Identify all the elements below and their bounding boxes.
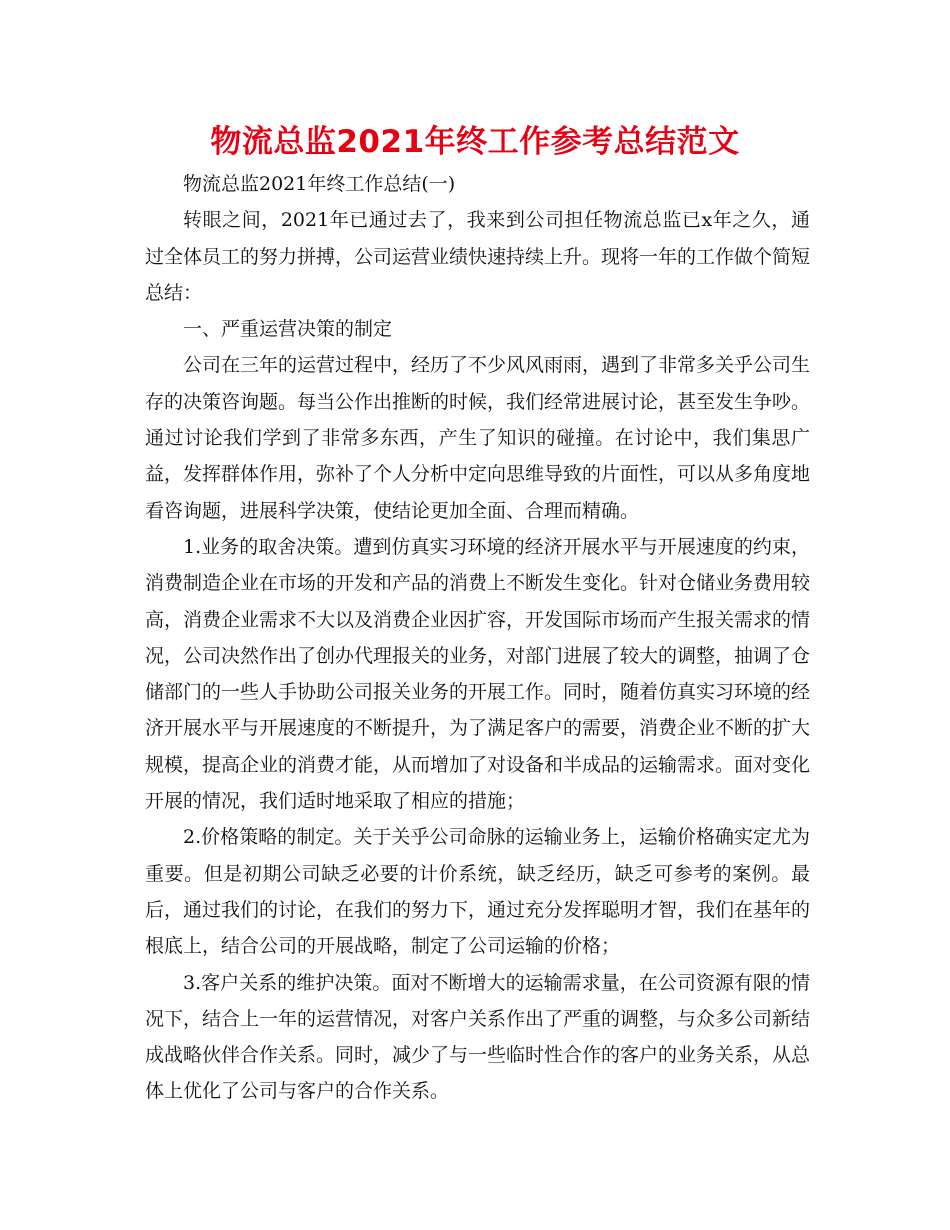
item-customer-relations: 3.客户关系的维护决策。面对不断增大的运输需求量，在公司资源有限的情况下，结合上一年的运营情况，对客户关系作出了严重的调整，与众多公司新结成战略伙伴合作关系。同时，减少了与一些临时性合作的客户的业务关系，从总体上优化了公司与客户的合作关系。 xyxy=(145,971,811,1103)
item-pricing-strategy: 2.价格策略的制定。关于关乎公司命脉的运输业务上，运输价格确实定尤为重要。但是初期公司缺乏必要的计价系统，缺乏经历，缺乏可参考的案例。最后，通过我们的讨论，在我们的努力下，通过充分发挥聪明才智，我们在基年的根底上，结合公司的开展战略，制定了公司运输的价格； xyxy=(145,826,811,958)
section-heading-summary: 物流总监2021年终工作总结(一) xyxy=(183,173,456,195)
document-body xyxy=(145,166,810,1110)
document-title: 物流总监2021年终工作参考总结范文 xyxy=(210,124,740,160)
section-heading-decisions: 一、严重运营决策的制定 xyxy=(183,318,393,341)
item-business-decision: 1.业务的取舍决策。遭到仿真实习环境的经济开展水平与开展速度的约束，消费制造企业在市场的开发和产品的消费上不断发生变化。针对仓储业务费用较高，消费企业需求不大以及消费企业因扩容，开发国际市场而产生报关需求的情况，公司决然作出了创办代理报关的业务，对部门进展了较大的调整，抽调了仓储部门的一些人手协助公司报关业务的开展工作。同时，随着仿真实习环境的经济开展水平与开展速度的不断提升，为了满足客户的需要，消费企业不断的扩大规模，提高企业的消费才能，从而增加了对设备和半成品的运输需求。面对变化开展的情况，我们适时地采取了相应的措施； xyxy=(145,535,811,813)
decisions-paragraph: 公司在三年的运营过程中，经历了不少风风雨雨，遇到了非常多关乎公司生存的决策咨询题。每当公作出推断的时候，我们经常进展讨论，甚至发生争吵。通过讨论我们学到了非常多东西，产生了知识的碰撞。在讨论中，我们集思广益，发挥群体作用，弥补了个人分析中定向思维导致的片面性，可以从多角度地看咨询题，进展科学决策，使结论更加全面、合理而精确。 xyxy=(145,354,811,522)
intro-paragraph: 转眼之间，2021年已通过去了，我来到公司担任物流总监已x年之久，通过全体员工的努力拼搏，公司运营业绩快速持续上升。现将一年的工作做个简短总结： xyxy=(145,209,811,304)
